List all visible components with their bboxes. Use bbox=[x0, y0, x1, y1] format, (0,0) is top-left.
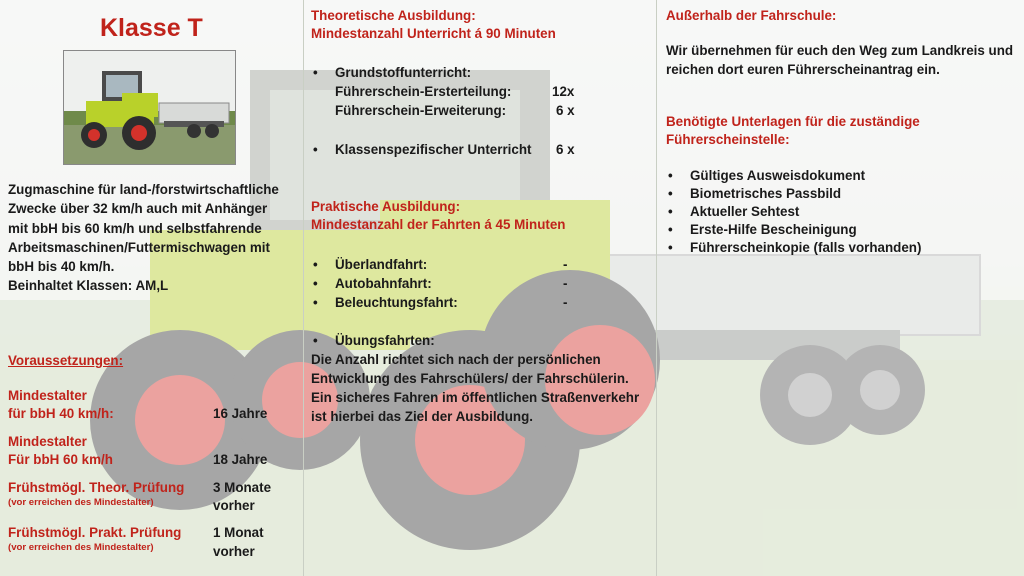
column-divider-2 bbox=[656, 0, 657, 576]
theory-exam-value-2: vorher bbox=[213, 498, 255, 513]
min-age-60-label-1: Mindestalter bbox=[8, 434, 87, 449]
drive-type-value: - bbox=[563, 276, 568, 291]
description-line: Zugmaschine für land-/forstwirtschaftliche bbox=[8, 182, 279, 197]
theory-exam-label: Frühstmögl. Theor. Prüfung bbox=[8, 480, 185, 495]
practical-exam-value-1: 1 Monat bbox=[213, 525, 264, 540]
practice-drives-text: ist hierbei das Ziel der Ausbildung. bbox=[311, 409, 533, 424]
drive-type-value: - bbox=[563, 295, 568, 310]
practical-exam-label: Frühstmögl. Prakt. Prüfung bbox=[8, 525, 182, 540]
bullet: • bbox=[313, 65, 318, 80]
practice-drives-label: Übungsfahrten: bbox=[335, 333, 435, 348]
description-line: bbH bis 40 km/h. bbox=[8, 259, 115, 275]
documents-heading-1: Benötigte Unterlagen für die zuständige bbox=[666, 114, 920, 129]
documents-heading-2: Führerscheinstelle: bbox=[666, 132, 790, 147]
bullet: • bbox=[313, 276, 318, 291]
license-extension-value: 6 x bbox=[556, 103, 575, 118]
practice-drives-text: Ein sicheres Fahren im öffentlichen Straßenverkehr bbox=[311, 390, 640, 405]
min-age-40-value: 16 Jahre bbox=[213, 406, 268, 421]
document-item: Biometrisches Passbild bbox=[690, 186, 842, 201]
practice-heading-1: Praktische Ausbildung: bbox=[311, 199, 461, 214]
bullet: • bbox=[313, 333, 318, 348]
class-specific-value: 6 x bbox=[556, 142, 575, 157]
bullet: • bbox=[668, 168, 673, 183]
document-item: Führerscheinkopie (falls vorhanden) bbox=[690, 240, 922, 255]
drive-type-label: Überlandfahrt: bbox=[335, 257, 428, 272]
bullet: • bbox=[313, 257, 318, 272]
description-line: mit bbH bis 60 km/h und selbstfahrende bbox=[8, 220, 262, 236]
bullet: • bbox=[668, 240, 673, 255]
tractor-photo bbox=[63, 50, 236, 165]
document-item: Aktueller Sehtest bbox=[690, 204, 800, 219]
bullet: • bbox=[313, 142, 318, 157]
drive-type-label: Autobahnfahrt: bbox=[335, 276, 432, 291]
theory-exam-value-1: 3 Monate bbox=[213, 480, 272, 495]
document-item: Erste-Hilfe Bescheinigung bbox=[690, 222, 857, 237]
outside-text: reichen dort euren Führerscheinantrag ein. bbox=[666, 62, 940, 77]
drive-type-value: - bbox=[563, 257, 568, 272]
practice-heading-2: Mindestanzahl der Fahrten á 45 Minuten bbox=[311, 217, 566, 232]
practical-exam-note: (vor erreichen des Mindestalter) bbox=[8, 542, 154, 553]
min-age-40-label-1: Mindestalter bbox=[8, 388, 87, 403]
outside-text: Wir übernehmen für euch den Weg zum Landkreis und bbox=[666, 43, 1014, 58]
bullet: • bbox=[668, 186, 673, 201]
practice-drives-text: Die Anzahl richtet sich nach der persönlichen bbox=[311, 352, 601, 367]
practice-drives-text: Entwicklung des Fahrschülers/ der Fahrschülerin. bbox=[311, 371, 629, 386]
document-item: Gültiges Ausweisdokument bbox=[690, 168, 866, 183]
drive-type-label: Beleuchtungsfahrt: bbox=[335, 295, 458, 310]
bullet: • bbox=[313, 295, 318, 310]
theory-heading-2: Mindestanzahl Unterricht á 90 Minuten bbox=[311, 26, 556, 41]
first-license-label: Führerschein-Ersterteilung: bbox=[335, 84, 512, 99]
min-age-60-label-2: Für bbH 60 km/h bbox=[8, 452, 113, 467]
min-age-40-label-2: für bbH 40 km/h: bbox=[8, 406, 114, 421]
column-divider-1 bbox=[303, 0, 304, 576]
bullet: • bbox=[668, 204, 673, 219]
description-line: Arbeitsmaschinen/Futtermischwagen mit bbox=[8, 239, 270, 255]
min-age-60-value: 18 Jahre bbox=[213, 452, 268, 467]
basic-lessons-label: Grundstoffunterricht: bbox=[335, 65, 472, 80]
bullet: • bbox=[668, 222, 673, 237]
practical-exam-value-2: vorher bbox=[213, 544, 255, 559]
first-license-value: 12x bbox=[552, 84, 575, 99]
license-extension-label: Führerschein-Erweiterung: bbox=[335, 103, 507, 118]
theory-heading-1: Theoretische Ausbildung: bbox=[311, 8, 476, 23]
description-line: Beinhaltet Klassen: AM,L bbox=[8, 278, 169, 294]
requirements-heading: Voraussetzungen: bbox=[8, 353, 124, 368]
class-description bbox=[8, 180, 298, 296]
page-title: Klasse T bbox=[100, 14, 203, 42]
theory-exam-note: (vor erreichen des Mindestalter) bbox=[8, 497, 154, 508]
outside-heading: Außerhalb der Fahrschule: bbox=[666, 8, 837, 23]
description-line: Zwecke über 32 km/h auch mit Anhänger bbox=[8, 201, 268, 217]
class-specific-label: Klassenspezifischer Unterricht bbox=[335, 142, 532, 157]
